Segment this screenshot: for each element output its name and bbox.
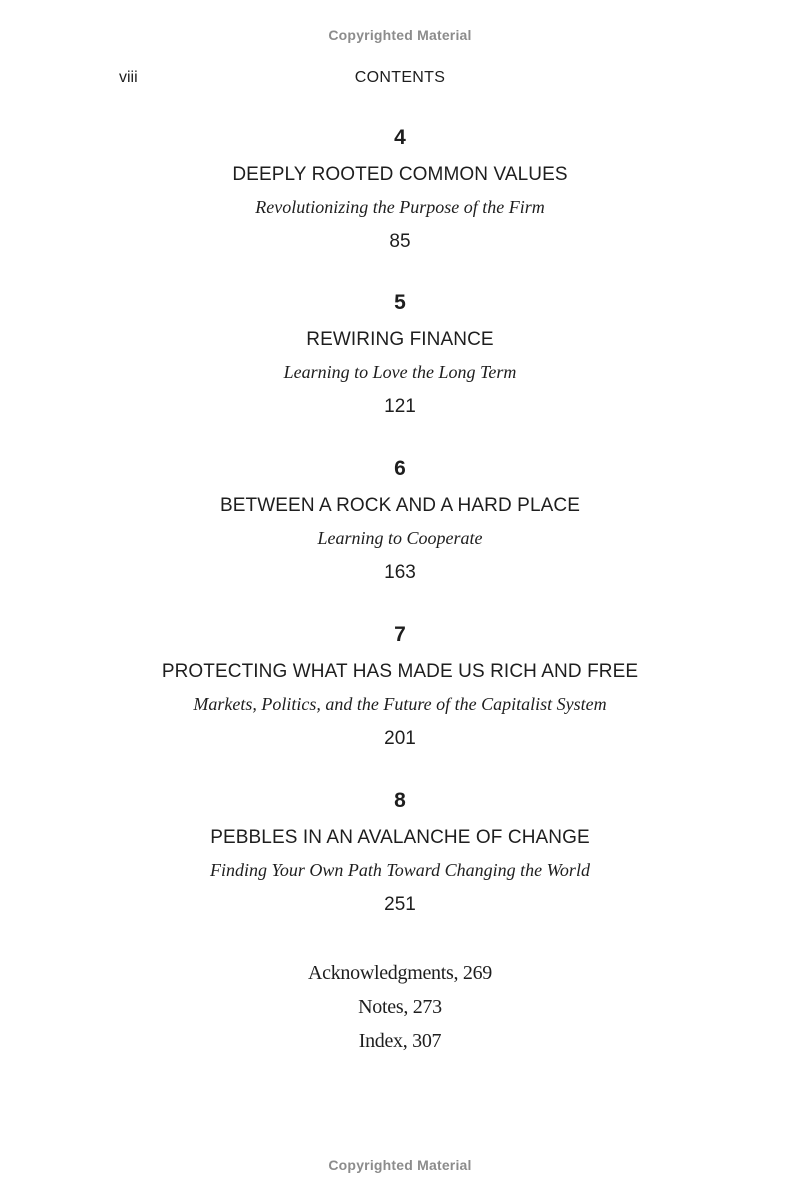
backmatter-list (0, 961, 800, 1063)
chapter-page-number: 251 (384, 894, 416, 915)
backmatter-index: Index, 307 (358, 1030, 442, 1052)
chapter-title: PROTECTING WHAT HAS MADE US RICH AND FREE (161, 661, 639, 682)
chapter-subtitle: Learning to Love the Long Term (283, 362, 517, 382)
chapter-subtitle: Revolutionizing the Purpose of the Firm (255, 197, 545, 217)
toc-entry-chapter-8 (0, 789, 800, 916)
copyright-watermark-top: Copyrighted Material (328, 27, 472, 43)
chapter-title: REWIRING FINANCE (306, 329, 494, 350)
toc-entry-chapter-4 (0, 126, 800, 253)
chapter-title: BETWEEN A ROCK AND A HARD PLACE (220, 495, 580, 516)
backmatter-notes: Notes, 273 (358, 996, 442, 1018)
page-folio: viii (119, 69, 138, 86)
chapter-page-number: 201 (384, 728, 416, 749)
chapter-page-number: 85 (389, 231, 411, 252)
toc-entry-chapter-5 (0, 291, 800, 418)
chapter-title: DEEPLY ROOTED COMMON VALUES (232, 164, 568, 185)
toc-entry-chapter-6 (0, 457, 800, 584)
page-title: CONTENTS (354, 69, 446, 86)
chapter-page-number: 163 (384, 562, 416, 583)
chapter-title: PEBBLES IN AN AVALANCHE OF CHANGE (210, 827, 590, 848)
chapter-number: 8 (394, 789, 406, 812)
chapter-subtitle: Markets, Politics, and the Future of the Capitalist System (193, 694, 607, 714)
toc-entry-chapter-7 (0, 623, 800, 750)
chapter-page-number: 121 (384, 396, 416, 417)
chapter-number: 6 (394, 457, 406, 480)
copyright-watermark-bottom: Copyrighted Material (328, 1157, 472, 1173)
chapter-subtitle: Learning to Cooperate (317, 528, 483, 548)
running-head (0, 69, 800, 89)
chapter-number: 7 (394, 623, 406, 646)
chapter-number: 5 (394, 291, 406, 314)
backmatter-acknowledgments: Acknowledgments, 269 (308, 962, 492, 984)
chapter-number: 4 (394, 126, 406, 149)
chapter-subtitle: Finding Your Own Path Toward Changing the World (210, 860, 590, 880)
